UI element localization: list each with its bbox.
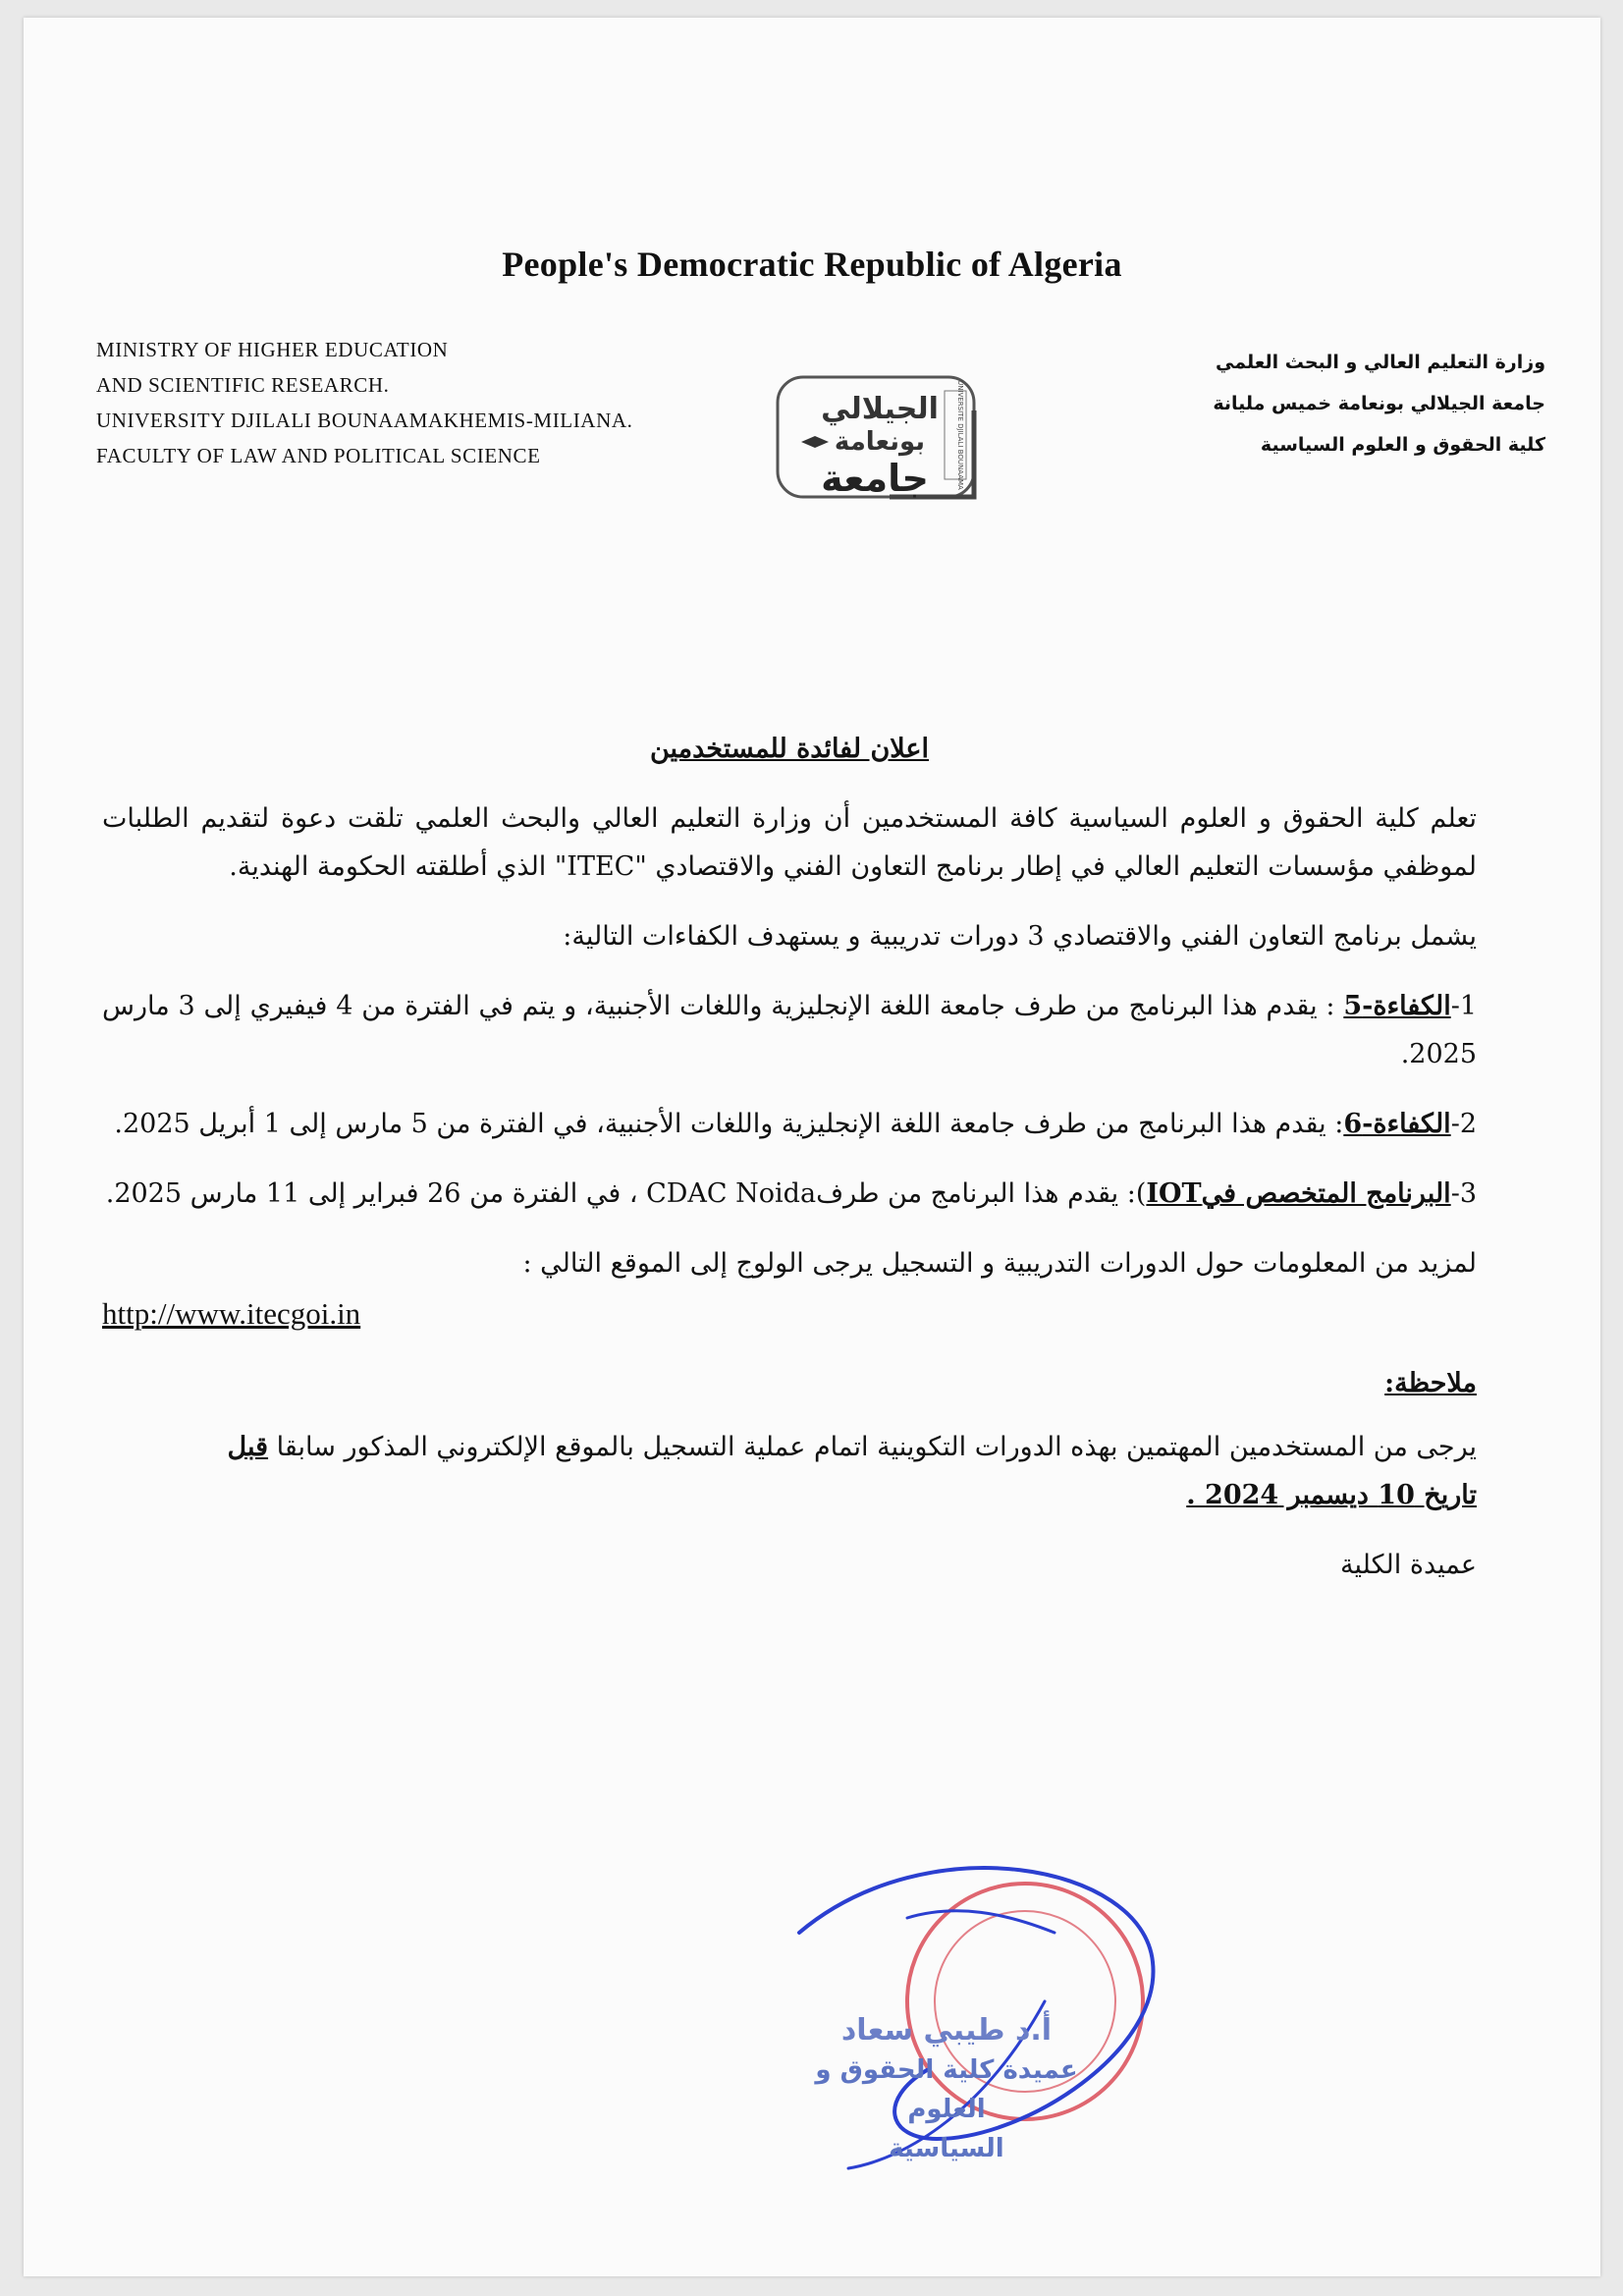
signatory-name: أ.د طيبي سعاد: [840, 2013, 1053, 2048]
letterhead-line: وزارة التعليم العالي و البحث العلمي: [1216, 352, 1545, 373]
note-text: يرجى من المستخدمين المهتمين بهذه الدورات التكوينية اتمام عملية التسجيل بالموقع الإلكتروني المذكور سابقا: [268, 1432, 1477, 1462]
signatory-role-line2: السياسية: [889, 2134, 1004, 2163]
deadline-date: تاريخ 10 ديسمبر 2024 .: [1186, 1480, 1477, 1510]
item-label: الكفاءة-5: [1343, 991, 1451, 1021]
signature-block: [799, 2011, 1094, 2168]
intro-paragraph: تعلم كلية الحقوق و العلوم السياسية كافة المستخدمين أن وزارة التعليم العالي والبحث العلمي تلقت دعوة لتقديم الطلبات لموظفي مؤسسات التعليم العالي في إطار برنامج التعاون الفني والاقتصادي "ITEC" الذي أطلقته الحكومة الهندية.: [102, 803, 1477, 882]
svg-text:الجيلالي: الجيلالي: [821, 392, 939, 426]
item-text: : يقدم هذا البرنامج من طرف جامعة اللغة الإنجليزية واللغات الأجنبية، و يتم في الفترة من 4 فيفيري إلى 3 مارس 2025.: [102, 991, 1477, 1069]
itec-website-link[interactable]: http://www.itecgoi.in: [102, 1296, 361, 1331]
letterhead-line: FACULTY OF LAW AND POLITICAL SCIENCE: [96, 444, 541, 467]
program-item-1: [102, 982, 1477, 1078]
letterhead-line: UNIVERSITY DJILALI BOUNAAMAKHEMIS-MILIANA.: [96, 409, 633, 432]
note-title: ملاحظة:: [1384, 1368, 1477, 1398]
arabic-letterhead: [1094, 342, 1545, 465]
scope-paragraph: يشمل برنامج التعاون الفني والاقتصادي 3 دورات تدريبية و يستهدف الكفاءات التالية:: [563, 921, 1477, 952]
item-label: البرنامج المتخصص فيIOT: [1146, 1178, 1451, 1209]
svg-text:بونعامة: بونعامة: [834, 427, 926, 457]
item-text: ): يقدم هذا البرنامج من طرفCDAC Noida ، في الفترة من 26 فبراير إلى 11 مارس 2025.: [105, 1178, 1147, 1209]
letterhead-line: كلية الحقوق و العلوم السياسية: [1260, 434, 1545, 456]
item-label: الكفاءة-6: [1343, 1109, 1451, 1139]
item-text: : يقدم هذا البرنامج من طرف جامعة اللغة الإنجليزية واللغات الأجنبية، في الفترة من 5 مارس إلى 1 أبريل 2025.: [114, 1109, 1344, 1139]
program-item-3: [102, 1170, 1477, 1218]
letterhead-line: AND SCIENTIFIC RESEARCH.: [96, 373, 390, 397]
announcement-title: اعلان لفائدة للمستخدمين: [649, 734, 930, 764]
english-letterhead: [96, 332, 764, 473]
program-item-2: [102, 1100, 1477, 1148]
item-number: 1-: [1450, 991, 1478, 1021]
item-number: 2-: [1450, 1109, 1477, 1139]
svg-text:UNIVERSITE DJILALI BOUNAAMA: UNIVERSITE DJILALI BOUNAAMA: [956, 380, 964, 490]
deadline-word: قبل: [227, 1432, 269, 1462]
note-paragraph: [102, 1423, 1477, 1519]
more-info-paragraph: [102, 1239, 1477, 1338]
document-page: [24, 18, 1600, 2276]
svg-text:جامعة: جامعة: [821, 457, 929, 500]
item-number: 3-: [1450, 1178, 1477, 1209]
announcement-body: [102, 725, 1477, 1589]
country-title: People's Democratic Republic of Algeria: [502, 245, 1122, 284]
signatory-title: عميدة الكلية: [1340, 1550, 1477, 1580]
letterhead-line: جامعة الجيلالي بونعامة خميس مليانة: [1213, 393, 1545, 414]
university-logo: [772, 371, 1027, 509]
signatory-role-line1: عميدة كلية الحقوق و العلوم: [815, 2055, 1078, 2124]
letterhead-line: MINISTRY OF HIGHER EDUCATION: [96, 338, 449, 361]
more-info-text: لمزيد من المعلومات حول الدورات التدريبية و التسجيل يرجى الولوج إلى الموقع التالي :: [522, 1248, 1477, 1279]
